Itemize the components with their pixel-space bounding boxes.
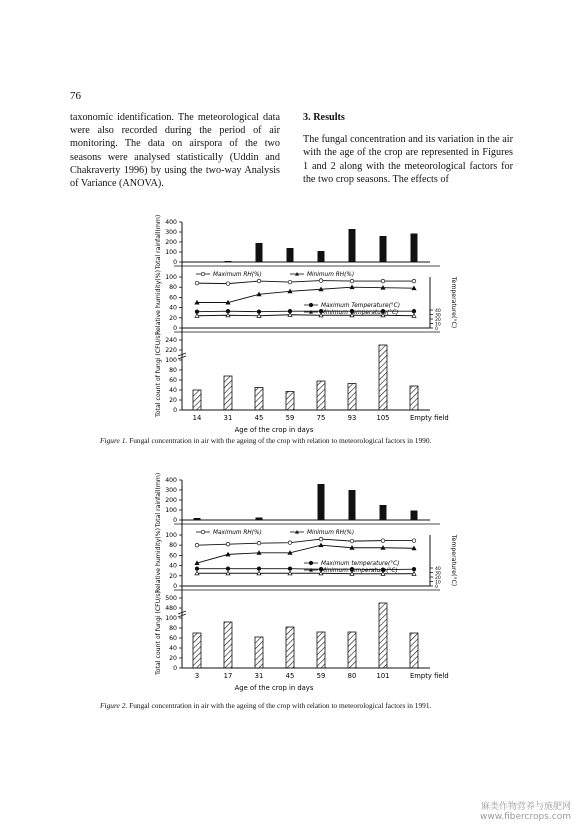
humidity-y-tick-label: 40 bbox=[169, 304, 177, 312]
right-column bbox=[303, 111, 513, 186]
series-point-1 bbox=[381, 539, 385, 543]
figure-2-chart bbox=[0, 468, 585, 700]
x-tick-label: 101 bbox=[376, 672, 390, 680]
humidity-y-tick-label: 80 bbox=[169, 542, 177, 550]
legend-min-temp-label: Minimum Temperature(°C) bbox=[321, 310, 399, 316]
series-point-2 bbox=[319, 543, 323, 547]
series-point-3 bbox=[257, 567, 261, 571]
rainfall-bar bbox=[194, 518, 201, 520]
x-tick-label: 17 bbox=[223, 672, 233, 680]
fungi-axis-label: Total count of fungi (CFU/s) bbox=[155, 333, 162, 417]
watermark-line-1: 麻类作物营养与施肥网 bbox=[480, 802, 571, 812]
rainfall-bar bbox=[349, 490, 356, 520]
series-point-2 bbox=[226, 552, 230, 556]
fungi-bar bbox=[224, 622, 232, 668]
humidity-axis-label: Relative humidity(%) bbox=[155, 528, 162, 593]
fungi-bar bbox=[255, 637, 263, 668]
legend-max-rh-label: Maximum RH(%) bbox=[213, 530, 262, 536]
series-point-1 bbox=[381, 279, 385, 283]
humidity-y-tick-label: 60 bbox=[169, 552, 177, 560]
rainfall-y-tick-label: 300 bbox=[165, 229, 177, 236]
fungi-y-tick-label: 40 bbox=[169, 645, 177, 652]
series-point-1 bbox=[319, 537, 323, 541]
series-point-2 bbox=[226, 301, 230, 305]
legend-max-rh-label: Maximum RH(%) bbox=[213, 272, 262, 278]
legend-min-rh-label: Minimum RH(%) bbox=[307, 530, 355, 536]
rainfall-y-tick-label: 100 bbox=[165, 249, 177, 256]
section-heading: 3. Results bbox=[303, 112, 345, 123]
fungi-y-tick-label: 0 bbox=[173, 407, 177, 414]
series-point-2 bbox=[381, 546, 385, 550]
rainfall-y-tick-label: 400 bbox=[165, 219, 177, 226]
left-paragraph: taxonomic identification. The meteorological data were also recorded during the period of air monitoring. The data on airspora of the two seasons were analysed statistically (Uddin and Chakraverty 1996) by using the two-way Analysis of Variance (ANOVA). bbox=[70, 112, 280, 190]
temperature-tick-label: 40 bbox=[435, 308, 441, 314]
x-tick-label: 3 bbox=[194, 672, 200, 680]
series-point-1 bbox=[195, 281, 199, 285]
rainfall-axis-label: Total rainfall(mm) bbox=[155, 214, 162, 270]
series-point-4 bbox=[257, 571, 261, 575]
fungi-y-tick-label: 20 bbox=[169, 397, 177, 404]
temperature-tick-label: 10 bbox=[435, 580, 441, 586]
series-point-2 bbox=[195, 561, 199, 565]
figure-2-caption-text: Fungal concentration in air with the ageing of the crop with relation to meteorological factors in 1991. bbox=[127, 701, 432, 710]
rainfall-bar bbox=[411, 234, 418, 263]
series-point-4 bbox=[195, 314, 199, 318]
fungi-y-tick-label: 80 bbox=[169, 625, 177, 632]
series-point-1 bbox=[350, 539, 354, 543]
x-tick-label: 105 bbox=[376, 414, 390, 422]
series-point-4 bbox=[288, 571, 292, 575]
series-point-2 bbox=[412, 546, 416, 550]
figure-2 bbox=[0, 468, 585, 718]
legend-max-temp-marker bbox=[309, 561, 313, 565]
series-point-4 bbox=[257, 314, 261, 318]
temperature-tick-label: 10 bbox=[435, 322, 441, 328]
left-column bbox=[70, 111, 280, 190]
rainfall-y-tick-label: 0 bbox=[173, 259, 177, 266]
series-point-2 bbox=[350, 285, 354, 289]
series-point-1 bbox=[257, 279, 261, 283]
series-point-3 bbox=[226, 309, 230, 313]
temperature-tick-label: 30 bbox=[435, 313, 441, 319]
series-point-4 bbox=[412, 572, 416, 576]
series-point-2 bbox=[288, 551, 292, 555]
temperature-tick-label: 0 bbox=[435, 584, 438, 590]
rainfall-y-tick-label: 400 bbox=[165, 477, 177, 484]
series-point-3 bbox=[288, 567, 292, 571]
rainfall-bar bbox=[287, 520, 294, 521]
fungi-bar bbox=[317, 381, 325, 410]
figure-1-caption-text: Fungal concentration in air with the ageing of the crop with relation to meteorological factors in 1990. bbox=[127, 436, 432, 445]
rainfall-y-tick-label: 300 bbox=[165, 487, 177, 494]
series-point-2 bbox=[288, 289, 292, 293]
figure-2-caption bbox=[100, 701, 540, 710]
x-tick-label: 14 bbox=[192, 414, 202, 422]
humidity-axis-label: Relative humidity(%) bbox=[155, 270, 162, 335]
temperature-tick-label: 20 bbox=[435, 317, 441, 323]
rainfall-bar bbox=[380, 236, 387, 262]
fungi-bar bbox=[317, 632, 325, 668]
series-point-1 bbox=[257, 541, 261, 545]
legend-min-rh-label: Minimum RH(%) bbox=[307, 272, 355, 278]
x-tick-label: 93 bbox=[347, 414, 357, 422]
temperature-axis-label: Temperature(°C) bbox=[450, 534, 457, 587]
x-tick-label-empty-field: Empty field bbox=[410, 672, 449, 680]
rainfall-bar bbox=[318, 484, 325, 520]
legend-max-temp-marker bbox=[309, 303, 313, 307]
fungi-y-tick-label: 60 bbox=[169, 377, 177, 384]
fungi-y-tick-label: 20 bbox=[169, 655, 177, 662]
series-point-4 bbox=[288, 313, 292, 317]
fungi-axis-label: Total count of fungi (CFU/s) bbox=[155, 591, 162, 675]
legend-max-rh-marker bbox=[201, 530, 205, 534]
series-point-1 bbox=[226, 542, 230, 546]
x-tick-label: 45 bbox=[254, 414, 264, 422]
temperature-tick-label: 20 bbox=[435, 575, 441, 581]
fungi-bar bbox=[193, 633, 201, 668]
rainfall-y-tick-label: 200 bbox=[165, 239, 177, 246]
legend-max-rh-marker bbox=[201, 272, 205, 276]
fungi-bar bbox=[348, 632, 356, 668]
humidity-y-tick-label: 0 bbox=[173, 583, 177, 590]
series-point-2 bbox=[350, 546, 354, 550]
x-tick-label: 45 bbox=[285, 672, 295, 680]
fungi-bar bbox=[224, 376, 232, 410]
series-point-1 bbox=[288, 541, 292, 545]
series-point-3 bbox=[195, 567, 199, 571]
series-point-2 bbox=[257, 292, 261, 296]
series-point-2 bbox=[412, 286, 416, 290]
legend-min-temp-label: Minimum temperature(°C) bbox=[321, 568, 398, 574]
legend-max-temp-label: Maximum temperature(°C) bbox=[321, 561, 400, 567]
series-point-1 bbox=[319, 279, 323, 283]
legend-max-temp-label: Maximum Temperature(°C) bbox=[321, 303, 400, 309]
watermark-line-2: www.fibercrops.com bbox=[480, 812, 571, 822]
fungi-bar bbox=[379, 345, 387, 410]
series-point-1 bbox=[195, 543, 199, 547]
fungi-bar bbox=[379, 603, 387, 668]
fungi-bar bbox=[255, 388, 263, 411]
rainfall-bar bbox=[194, 262, 201, 263]
fungi-y-tick-label: 40 bbox=[169, 387, 177, 394]
fungi-y-tick-label: 0 bbox=[173, 665, 177, 672]
rainfall-bar bbox=[349, 229, 356, 262]
rainfall-axis-label: Total rainfall(mm) bbox=[155, 472, 162, 528]
x-tick-label: 31 bbox=[223, 414, 233, 422]
series-point-2 bbox=[195, 301, 199, 305]
rainfall-bar bbox=[411, 511, 418, 521]
fungi-bar bbox=[286, 627, 294, 668]
watermark bbox=[480, 802, 571, 822]
x-tick-label: 59 bbox=[285, 414, 295, 422]
right-paragraph: The fungal concentration and its variation in the air with the age of the crop are represented in Figures 1 and 2 along with the meteorological factors for the two crop seasons. The effects of bbox=[303, 134, 513, 185]
fungi-bar bbox=[348, 384, 356, 411]
fungi-y-tick-label: 500 bbox=[165, 595, 177, 602]
rainfall-y-tick-label: 0 bbox=[173, 517, 177, 524]
series-point-1 bbox=[350, 279, 354, 283]
series-point-1 bbox=[412, 539, 416, 543]
humidity-y-tick-label: 20 bbox=[169, 314, 177, 322]
fungi-bar bbox=[286, 392, 294, 411]
x-axis-label: Age of the crop in days bbox=[234, 684, 314, 692]
rainfall-y-tick-label: 200 bbox=[165, 497, 177, 504]
page-number: 76 bbox=[70, 90, 81, 102]
x-axis-label: Age of the crop in days bbox=[234, 426, 314, 434]
humidity-y-tick-label: 0 bbox=[173, 325, 177, 332]
series-point-3 bbox=[226, 567, 230, 571]
humidity-y-tick-label: 80 bbox=[169, 284, 177, 292]
series-point-3 bbox=[412, 309, 416, 313]
temperature-tick-label: 30 bbox=[435, 571, 441, 577]
figure-1 bbox=[0, 210, 585, 455]
fungi-y-tick-label: 100 bbox=[165, 615, 177, 622]
series-point-2 bbox=[381, 286, 385, 290]
fungi-bar bbox=[410, 633, 418, 668]
series-point-2 bbox=[319, 287, 323, 291]
figure-1-caption-label: Figure 1. bbox=[100, 436, 128, 445]
series-point-4 bbox=[195, 571, 199, 575]
series-point-1 bbox=[412, 279, 416, 283]
rainfall-bar bbox=[287, 248, 294, 262]
humidity-y-tick-label: 40 bbox=[169, 562, 177, 570]
figure-2-caption-label: Figure 2. bbox=[100, 701, 128, 710]
fungi-y-tick-label: 80 bbox=[169, 367, 177, 374]
fungi-y-tick-label: 220 bbox=[165, 347, 177, 354]
rainfall-bar bbox=[225, 261, 232, 262]
rainfall-bar bbox=[256, 243, 263, 262]
x-tick-label: 80 bbox=[347, 672, 357, 680]
fungi-y-tick-label: 100 bbox=[165, 357, 177, 364]
humidity-y-tick-label: 60 bbox=[169, 294, 177, 302]
rainfall-bar bbox=[380, 505, 387, 520]
x-tick-label: 31 bbox=[254, 672, 264, 680]
series-point-2 bbox=[257, 551, 261, 555]
fungi-bar bbox=[410, 386, 418, 410]
humidity-y-tick-label: 20 bbox=[169, 572, 177, 580]
series-point-3 bbox=[412, 567, 416, 571]
fungi-bar bbox=[193, 390, 201, 410]
series-point-1 bbox=[226, 282, 230, 286]
x-tick-label-empty-field: Empty field bbox=[410, 414, 449, 422]
temperature-tick-label: 0 bbox=[435, 326, 438, 332]
rainfall-y-tick-label: 100 bbox=[165, 507, 177, 514]
rainfall-bar bbox=[225, 520, 232, 521]
x-tick-label: 75 bbox=[316, 414, 326, 422]
fungi-y-tick-label: 480 bbox=[165, 605, 177, 612]
fungi-y-tick-label: 240 bbox=[165, 337, 177, 344]
x-tick-label: 59 bbox=[316, 672, 326, 680]
rainfall-bar bbox=[318, 251, 325, 262]
humidity-y-tick-label: 100 bbox=[165, 532, 177, 539]
fungi-y-tick-label: 60 bbox=[169, 635, 177, 642]
series-point-4 bbox=[412, 314, 416, 318]
figure-1-caption bbox=[100, 436, 540, 445]
series-point-4 bbox=[226, 571, 230, 575]
series-point-4 bbox=[226, 313, 230, 317]
temperature-axis-label: Temperature(°C) bbox=[450, 276, 457, 329]
rainfall-bar bbox=[256, 518, 263, 521]
figure-1-chart bbox=[0, 210, 585, 442]
temperature-tick-label: 40 bbox=[435, 566, 441, 572]
series-point-3 bbox=[195, 310, 199, 314]
series-point-1 bbox=[288, 280, 292, 284]
series-point-3 bbox=[257, 310, 261, 314]
humidity-y-tick-label: 100 bbox=[165, 274, 177, 281]
